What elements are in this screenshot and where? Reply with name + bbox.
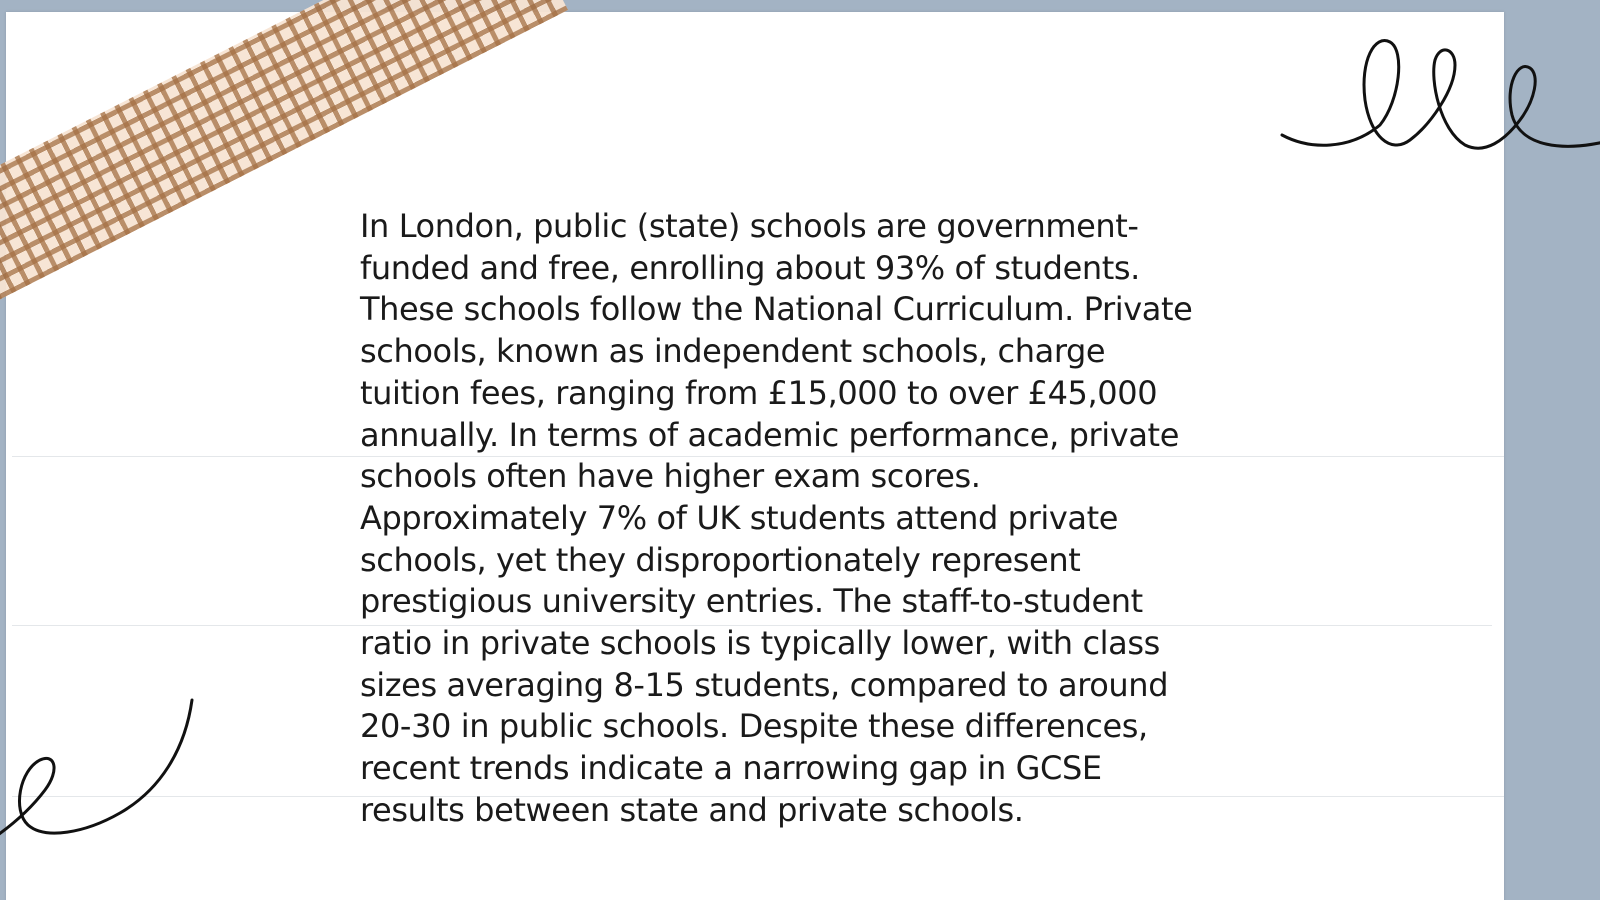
paragraph-line: schools, yet they disproportionately represent [360,540,1081,579]
paragraph-line: In London, public (state) schools are government- [360,207,1139,245]
loop-scribble-icon [1290,30,1600,170]
loop-scribble-icon [0,695,200,850]
paragraph-line: ratio in private schools is typically lower, with class [360,624,1160,663]
paragraph-line: sizes averaging 8-15 students, compared to around [360,665,1169,704]
paragraph-line: annually. In terms of academic performance, private [360,415,1179,454]
paragraph-line: Approximately 7% of UK students attend private [360,498,1119,537]
paragraph-line: schools often have higher exam scores. [360,457,981,496]
paragraph-line: schools, known as independent schools, charge [360,332,1106,371]
body-paragraph [360,206,1260,832]
paragraph-line: recent trends indicate a narrowing gap in GCSE [360,749,1102,788]
paragraph-line: results between state and private schools. [360,790,1024,829]
paragraph-line: 20-30 in public schools. Despite these differences, [360,707,1148,746]
paragraph-line: tuition fees, ranging from £15,000 to over £45,000 [360,373,1158,412]
paragraph-line: These schools follow the National Curriculum. Private [360,290,1193,329]
paragraph-line: funded and free, enrolling about 93% of students. [360,248,1140,287]
paragraph-line: prestigious university entries. The staff-to-student [360,582,1143,621]
